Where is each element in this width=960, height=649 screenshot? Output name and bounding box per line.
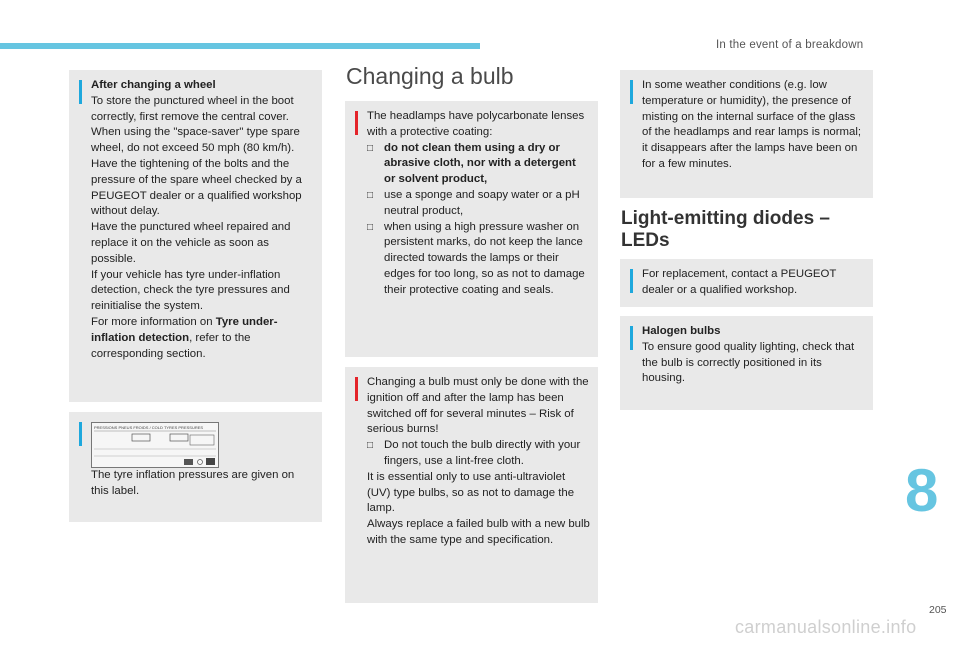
page-heading: Changing a bulb [346, 63, 514, 89]
warning-icon [355, 377, 358, 401]
paragraph: Always replace a failed bulb with a new bulb with the same type and specification. [367, 518, 590, 546]
info-box-halogen-bulbs [620, 316, 873, 410]
box-title: After changing a wheel [91, 79, 216, 91]
info-box-tyre-label [69, 412, 322, 522]
more-info-paragraph: For more information on Tyre under-inflation detection, refer to the corresponding section. [91, 315, 278, 360]
header-accent-bar [0, 43, 480, 49]
section-title: In the event of a breakdown [716, 39, 864, 51]
paragraph: The headlamps have polycarbonate lenses with a protective coating: [367, 110, 585, 138]
info-box-led-replacement [620, 259, 873, 307]
checkbox-bullet-icon: □ [367, 189, 374, 201]
tyre-pressure-label-image [91, 422, 219, 468]
checkbox-bullet-icon: □ [367, 142, 374, 154]
warning-box-headlamp-lenses [345, 101, 598, 357]
checkbox-bullet-icon: □ [367, 221, 374, 233]
warning-box-changing-bulb [345, 367, 598, 603]
info-box-misting [620, 70, 873, 198]
info-icon [630, 326, 633, 350]
checkbox-bullet-icon: □ [367, 440, 374, 452]
paragraph: The tyre inflation pressures are given on this label. [91, 469, 295, 497]
list-item: □ when using a high pressure washer on persistent marks, do not keep the lance directed towards the lamps or their edges for too long, so as not to damage their protective coating and seals. [367, 220, 585, 296]
paragraph: When using the "space-saver" type spare wheel, do not exceed 50 mph (80 km/h). [91, 126, 300, 155]
box-title: Halogen bulbs [642, 325, 721, 337]
info-icon [630, 269, 633, 293]
list-item: □ use a sponge and soapy water or a pH neutral product, [367, 188, 580, 217]
section-heading-leds: Light-emitting diodes – LEDs [621, 208, 830, 251]
watermark: carmanualsonline.info [735, 617, 917, 637]
list-item: □ Do not touch the bulb directly with your fingers, use a lint-free cloth. [367, 439, 581, 467]
list-item: □ do not clean them using a dry or abrasive cloth, nor with a detergent or solvent product, [367, 141, 576, 186]
tyre-label-drawing [92, 423, 218, 467]
paragraph: Have the tightening of the bolts and the pressure of the spare wheel checked by a PEUGEOT dealer or a qualified workshop without delay. [91, 157, 302, 218]
warning-icon [355, 111, 358, 135]
info-icon [79, 422, 82, 446]
paragraph: Have the punctured wheel repaired and replace it on the vehicle as soon as possible. [91, 221, 291, 265]
page-number: 205 [929, 604, 947, 616]
paragraph: To ensure good quality lighting, check that the bulb is correctly positioned in its housing. [642, 340, 855, 385]
info-icon [79, 80, 82, 104]
chapter-number: 8 [905, 457, 939, 524]
label-header: PRESSIONS PNEUS FROIDS / COLD TYRES PRESSURES [94, 425, 204, 430]
paragraph: If your vehicle has tyre under-inflation detection, check the tyre pressures and reinitialise the system. [91, 268, 290, 313]
paragraph: In some weather conditions (e.g. low temperature or humidity), the presence of misting on the internal surface of the glass of the headlamps and rear lamps is normal; it disappears after the lamps have been on for a few minutes. [642, 79, 862, 170]
info-icon [630, 80, 633, 104]
paragraph: For replacement, contact a PEUGEOT dealer or a qualified workshop. [642, 268, 837, 296]
paragraph: To store the punctured wheel in the boot correctly, first remove the central cover. [91, 94, 294, 123]
paragraph: Changing a bulb must only be done with the ignition off and after the lamp has been switched off for several minutes – Risk of serious burns! [367, 376, 589, 436]
cross-reference: Tyre under-inflation detection [91, 315, 278, 344]
paragraph: It is essential only to use anti-ultraviolet (UV) type bulbs, so as not to damage the lamp. [367, 470, 575, 515]
info-box-after-changing-wheel [69, 70, 322, 402]
